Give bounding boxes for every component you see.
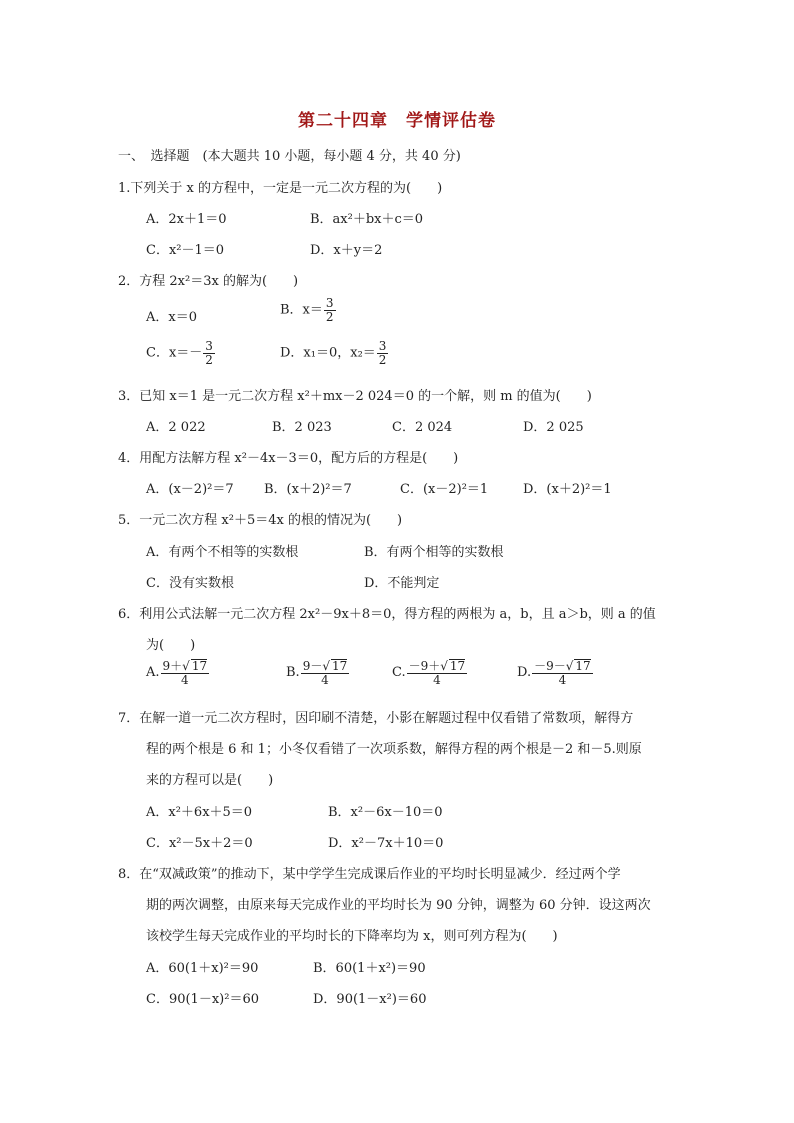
- fraction: $\frac{3}{2}$: [205, 339, 213, 367]
- question-7-stem-cont: 程的两个根是 6 和 1；小冬仅看错了一次项系数，解得方程的两个根是－2 和－5.则原: [146, 742, 642, 757]
- question-8-stem-cont: 期的两次调整，由原来每天完成作业的平均时长为 90 分钟，调整为 60 分钟．设这两次: [146, 898, 651, 913]
- question-8-stem: 8．在“双减政策”的推动下，某中学学生完成课后作业的平均时长明显减少．经过两个学: [118, 867, 621, 882]
- question-7-stem: 7．在解一道一元二次方程时，因印刷不清楚，小影在解题过程中仅看错了常数项，解得方: [118, 711, 634, 726]
- q1-option-b: B．ax²＋bx＋c＝0: [310, 212, 424, 227]
- q6-option-d: D. $\frac{-9-√ 17}{4}$: [517, 659, 591, 687]
- fraction: $\frac{3}{2}$: [378, 339, 387, 367]
- q8-option-b: B．60(1＋x²)＝90: [313, 961, 426, 976]
- q8-option-c: C．90(1－x)²＝60: [146, 992, 259, 1007]
- q6-option-a: A. $\frac{9+√ 17}{4}$: [146, 659, 208, 687]
- page-title: 第二十四章 学情评估卷: [298, 111, 496, 131]
- q4-option-d: D．(x＋2)²＝1: [523, 482, 612, 497]
- question-4-stem: 4．用配方法解方程 x²－4x－3＝0，配方后的方程是( ): [118, 451, 459, 466]
- fraction: $\frac{3}{2}$: [325, 296, 334, 324]
- q3-option-b: B．2 023: [272, 420, 332, 435]
- question-7-stem-cont2: 来的方程可以是( ): [146, 773, 274, 788]
- question-1-stem: 1.下列关于 x 的方程中，一定是一元二次方程的为( ): [118, 181, 443, 196]
- q4-option-b: B．(x＋2)²＝7: [264, 482, 352, 497]
- q3-option-a: A．2 022: [146, 420, 206, 435]
- q5-option-d: D．不能判定: [364, 576, 440, 591]
- q1-option-d: D．x＋y＝2: [310, 243, 383, 258]
- q4-option-c: C．(x－2)²＝1: [400, 482, 489, 497]
- q1-option-c: C．x²－1＝0: [146, 243, 225, 258]
- q5-option-a: A．有两个不相等的实数根: [146, 545, 299, 560]
- q4-option-a: A．(x－2)²＝7: [146, 482, 234, 497]
- q1-option-a: A．2x＋1＝0: [146, 212, 227, 227]
- question-2-stem: 2．方程 2x²＝3x 的解为( ): [118, 274, 299, 289]
- fraction: $\frac{-9+√ 17}{4}$: [408, 659, 466, 687]
- fraction: $\frac{-9-√ 17}{4}$: [534, 659, 591, 687]
- question-8-stem-cont2: 该校学生每天完成作业的平均时长的下降率均为 x，则可列方程为( ): [146, 929, 558, 944]
- q7-option-a: A．x²＋6x＋5＝0: [146, 805, 253, 820]
- q5-option-c: C．没有实数根: [146, 576, 234, 591]
- fraction: $\frac{9+√ 17}{4}$: [162, 659, 208, 687]
- q5-option-b: B．有两个相等的实数根: [364, 545, 504, 560]
- q6-option-b: B. $\frac{9-√ 17}{4}$: [286, 659, 348, 687]
- question-6-stem: 6．利用公式法解一元二次方程 2x²－9x＋8＝0，得方程的两根为 a，b，且 a＞b，则 a 的值: [118, 607, 656, 622]
- question-5-stem: 5．一元二次方程 x²＋5＝4x 的根的情况为( ): [118, 513, 403, 528]
- q2-option-b: B．x＝ $\frac{3}{2}$: [280, 296, 334, 324]
- q7-option-b: B．x²－6x－10＝0: [328, 805, 443, 820]
- question-6-stem-cont: 为( ): [146, 638, 196, 653]
- section-heading: 一、 选择题 (本大题共 10 小题，每小题 4 分，共 40 分): [118, 149, 461, 164]
- q8-option-a: A．60(1＋x)²＝90: [146, 961, 259, 976]
- q6-option-c: C. $\frac{-9+√ 17}{4}$: [392, 659, 466, 687]
- q2-option-a: A．x＝0: [146, 310, 197, 325]
- question-3-stem: 3．已知 x＝1 是一元二次方程 x²＋mx－2 024＝0 的一个解，则 m 的值为( ): [118, 389, 592, 404]
- q7-option-d: D．x²－7x＋10＝0: [328, 836, 444, 851]
- fraction: $\frac{9-√ 17}{4}$: [302, 659, 348, 687]
- q3-option-d: D．2 025: [523, 420, 584, 435]
- q2-option-c: C．x＝－ $\frac{3}{2}$: [146, 339, 213, 367]
- q2-option-d: D．x₁＝0，x₂＝ $\frac{3}{2}$: [280, 339, 387, 367]
- q8-option-d: D．90(1－x²)＝60: [313, 992, 427, 1007]
- q3-option-c: C．2 024: [392, 420, 453, 435]
- q7-option-c: C．x²－5x＋2＝0: [146, 836, 253, 851]
